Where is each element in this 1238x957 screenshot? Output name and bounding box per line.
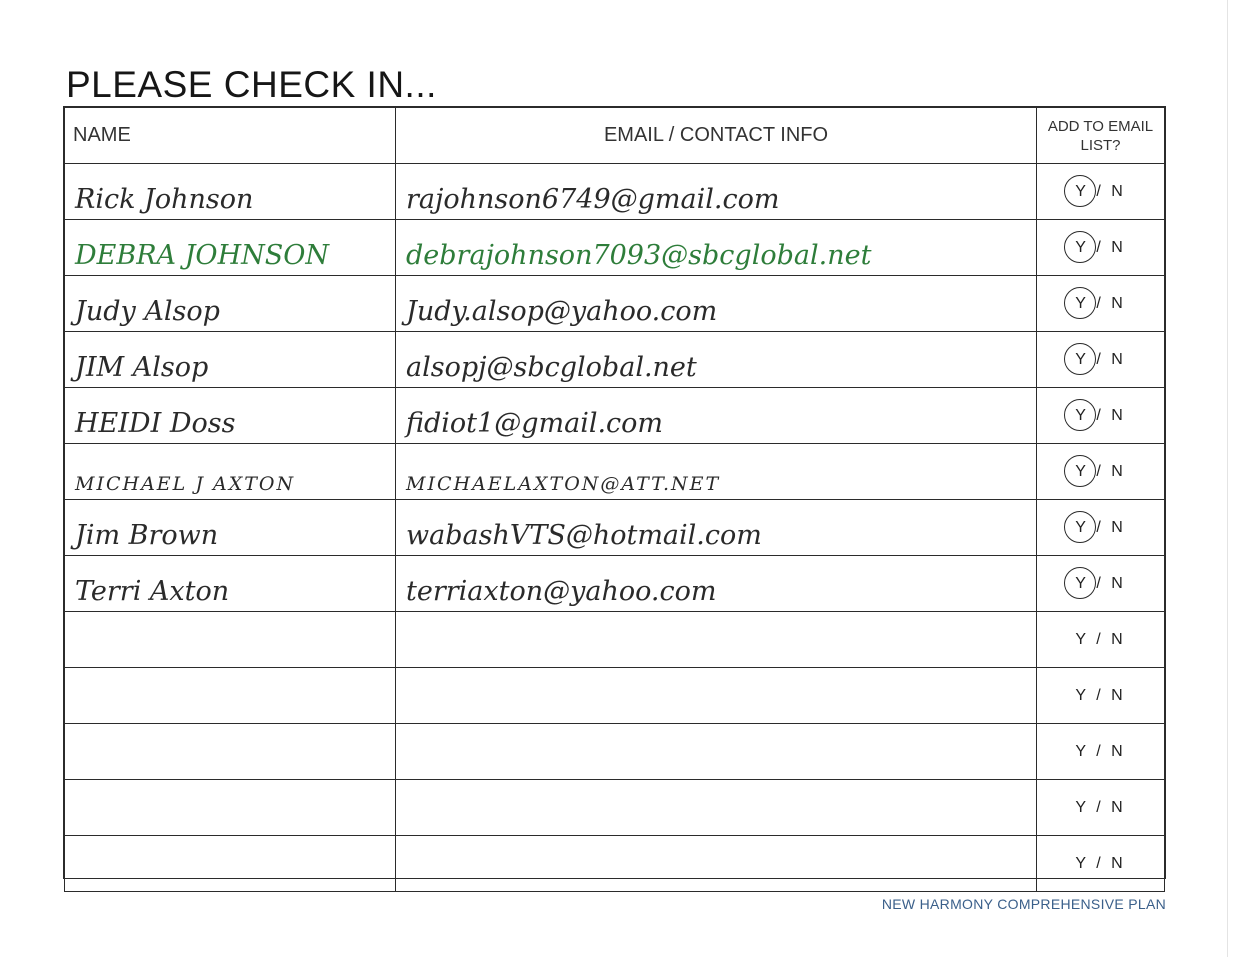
yes-option: Y	[1075, 575, 1089, 593]
email-cell	[396, 780, 1037, 836]
handwritten-email: wabashVTS@hotmail.com	[406, 520, 762, 551]
yn-cell	[1037, 500, 1165, 556]
handwritten-email: debrajohnson7093@sbcglobal.net	[406, 240, 872, 271]
yn-choice	[1037, 295, 1164, 313]
no-option: / N	[1088, 350, 1126, 368]
yes-circle-mark	[1064, 567, 1096, 599]
yes-option: Y	[1075, 351, 1089, 369]
table-row	[65, 164, 1165, 220]
handwritten-name: HEIDI Doss	[75, 408, 236, 439]
yn-cell	[1037, 164, 1165, 220]
yn-cell	[1037, 556, 1165, 612]
table-row	[65, 220, 1165, 276]
yn-choice: Y / N	[1075, 630, 1126, 648]
handwritten-name: DEBRA JOHNSON	[75, 240, 329, 271]
handwritten-email: fidiot1@gmail.com	[406, 408, 664, 439]
yes-option: Y	[1075, 407, 1089, 425]
handwritten-email: alsopj@sbcglobal.net	[406, 352, 697, 383]
yn-choice	[1037, 463, 1164, 481]
yes-option: Y	[1075, 183, 1089, 201]
email-cell	[396, 276, 1037, 332]
email-cell	[396, 332, 1037, 388]
handwritten-email: terriaxton@yahoo.com	[406, 576, 717, 607]
sign-in-sheet	[63, 106, 1166, 879]
name-cell	[65, 836, 396, 892]
header-row	[65, 108, 1165, 164]
add-to-list-column-header	[1037, 108, 1165, 164]
email-cell	[396, 836, 1037, 892]
no-option: / N	[1088, 238, 1126, 256]
yn-choice	[1037, 519, 1164, 537]
yn-cell	[1037, 332, 1165, 388]
email-cell	[396, 444, 1037, 500]
yes-circle-mark	[1064, 343, 1096, 375]
yn-cell	[1037, 780, 1165, 836]
email-cell	[396, 220, 1037, 276]
handwritten-name: Judy Alsop	[75, 296, 220, 327]
email-cell	[396, 388, 1037, 444]
table-row	[65, 780, 1165, 836]
name-cell	[65, 668, 396, 724]
yes-circle-mark	[1064, 287, 1096, 319]
handwritten-name: MICHAEL J AXTON	[75, 473, 296, 495]
yn-choice	[1037, 407, 1164, 425]
yn-cell	[1037, 668, 1165, 724]
name-cell	[65, 164, 396, 220]
yes-option: Y	[1075, 463, 1089, 481]
handwritten-name: Terri Axton	[75, 576, 230, 607]
yn-cell	[1037, 388, 1165, 444]
table-row	[65, 444, 1165, 500]
email-cell	[396, 612, 1037, 668]
add-header-line1: ADD TO EMAIL	[1047, 117, 1154, 135]
table-body	[65, 164, 1165, 892]
yes-circle-mark	[1064, 175, 1096, 207]
yes-circle-mark	[1064, 511, 1096, 543]
handwritten-name: Rick Johnson	[75, 184, 254, 215]
handwritten-name: Jim Brown	[75, 520, 219, 551]
table-row	[65, 556, 1165, 612]
no-option: / N	[1088, 574, 1126, 592]
name-cell	[65, 444, 396, 500]
name-cell	[65, 500, 396, 556]
yn-choice	[1037, 575, 1164, 593]
yn-choice	[1037, 239, 1164, 257]
yes-circle-mark	[1064, 231, 1096, 263]
no-option: / N	[1088, 518, 1126, 536]
table-row	[65, 388, 1165, 444]
yn-choice	[1037, 183, 1164, 201]
table-row	[65, 332, 1165, 388]
email-cell	[396, 668, 1037, 724]
table-row	[65, 724, 1165, 780]
yes-option: Y	[1075, 519, 1089, 537]
name-cell	[65, 724, 396, 780]
yes-option: Y	[1075, 239, 1089, 257]
name-cell	[65, 276, 396, 332]
yes-option: Y	[1075, 295, 1089, 313]
add-header-line2: LIST?	[1080, 136, 1121, 154]
yn-choice: Y / N	[1075, 742, 1126, 760]
yn-cell	[1037, 444, 1165, 500]
name-cell	[65, 220, 396, 276]
name-column-header: NAME	[65, 108, 396, 164]
table-row	[65, 668, 1165, 724]
table-row	[65, 276, 1165, 332]
yn-choice: Y / N	[1075, 686, 1126, 704]
email-cell	[396, 164, 1037, 220]
email-column-header: EMAIL / CONTACT INFO	[396, 108, 1037, 164]
handwritten-name: JIM Alsop	[75, 352, 209, 383]
handwritten-email: MICHAELAXTON@ATT.NET	[406, 473, 721, 495]
yn-cell	[1037, 220, 1165, 276]
table-row	[65, 836, 1165, 892]
page-title: PLEASE CHECK IN...	[66, 64, 437, 105]
name-cell	[65, 388, 396, 444]
footer-text: NEW HARMONY COMPREHENSIVE PLAN	[881, 896, 1166, 912]
table-row	[65, 500, 1165, 556]
handwritten-email: Judy.alsop@yahoo.com	[406, 296, 718, 327]
email-cell	[396, 556, 1037, 612]
yn-cell	[1037, 276, 1165, 332]
sign-in-table	[64, 107, 1165, 892]
no-option: / N	[1088, 406, 1126, 424]
no-option: / N	[1088, 182, 1126, 200]
yn-cell	[1037, 724, 1165, 780]
name-cell	[65, 780, 396, 836]
yn-choice	[1037, 351, 1164, 369]
name-cell	[65, 612, 396, 668]
no-option: / N	[1088, 462, 1126, 480]
name-cell	[65, 332, 396, 388]
no-option: / N	[1088, 294, 1126, 312]
yes-circle-mark	[1064, 399, 1096, 431]
yn-cell	[1037, 612, 1165, 668]
yn-choice: Y / N	[1075, 798, 1126, 816]
email-cell	[396, 724, 1037, 780]
yn-cell	[1037, 836, 1165, 892]
email-cell	[396, 500, 1037, 556]
yn-choice: Y / N	[1075, 854, 1126, 872]
name-cell	[65, 556, 396, 612]
handwritten-email: rajohnson6749@gmail.com	[406, 184, 780, 215]
page-edge-line	[1227, 0, 1228, 957]
table-row	[65, 612, 1165, 668]
yes-circle-mark	[1064, 455, 1096, 487]
